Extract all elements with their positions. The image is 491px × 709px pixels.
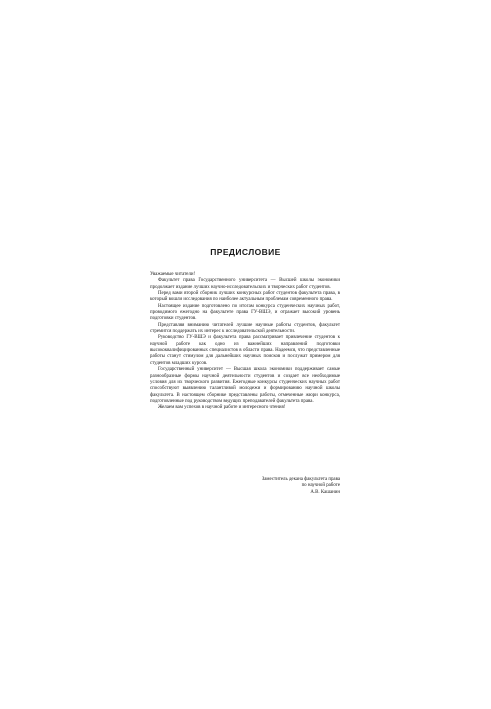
signature-name: А.В. Кашанин xyxy=(310,489,340,495)
signature-block xyxy=(228,477,340,496)
paragraph-1: Факультет права Государственного университета — Высшей школы экономики продолжает издание лучших научно-исследовательских и творческих работ студентов. xyxy=(150,278,340,290)
paragraph-3: Настоящее издание подготовлено по итогам конкурса студенческих научных работ, проводимого ежегодно на факультете права ГУ-ВШЭ, и отражает высокий уровень подготовки студентов. xyxy=(150,303,340,322)
signature-line-2: по научной работе xyxy=(301,483,340,489)
paragraph-5: Руководство ГУ-ВШЭ и факультета права рассматривает привлечение студентов к научной работе как одно из важнейших направлений подготовки высококвалифицированных специалистов в области права. Надеемся, что представленные работы станут стимулом для дальнейших научных поисков и послужат примером для студентов младших курсов. xyxy=(150,335,340,366)
signature-line-1: Заместитель декана факультета права xyxy=(261,477,340,482)
greeting: Уважаемые читатели! xyxy=(150,272,196,277)
preface-body xyxy=(150,272,340,412)
paragraph-2: Перед вами второй сборник лучших конкурсных работ студентов факультета права, в который вошли исследования по наиболее актуальным проблемам современного права. xyxy=(150,291,340,303)
paragraph-4: Представляя вниманию читателей лучшие научные работы студентов, факультет стремится поддержать их интерес к исследовательской деятельности. xyxy=(150,322,340,335)
page-title: ПРЕДИСЛОВИЕ xyxy=(210,247,281,257)
paragraph-7: Желаем вам успехов в научной работе и интересного чтения! xyxy=(158,405,286,411)
paragraph-6: Государственный университет — Высшая школа экономики поддерживает самые разнообразные формы научной деятельности студентов и создает все необходимые условия для их творческого развития. Ежегодные конкурсы студенческих научных работ способствуют выявлению талантливой молодежи и формированию научной школы факультета. В настоящем сборнике представлены работы, отмеченные жюри конкурса, подготовленные под руководством ведущих преподавателей факультета права. xyxy=(150,367,340,404)
